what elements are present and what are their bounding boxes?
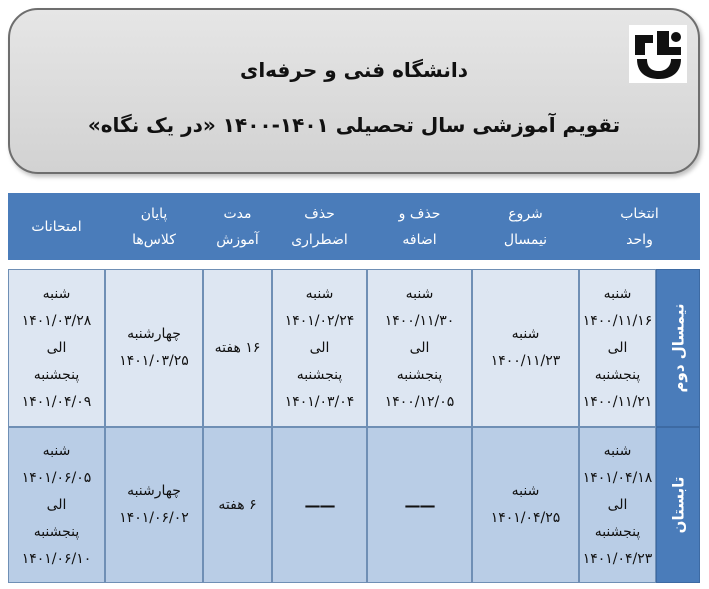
table-cell: شنبه ۱۴۰۱/۰۴/۲۵ [472, 427, 579, 583]
semester-label-summer: تابستان [656, 427, 700, 583]
column-header-add-drop: حذف و اضافه [398, 205, 441, 248]
column-header-emergency-drop: حذف اضطراری [291, 205, 348, 248]
header-panel [8, 8, 700, 174]
table-cell: شنبه ۱۴۰۱/۰۴/۱۸ الی پنجشنبه ۱۴۰۱/۰۴/۲۳ [579, 427, 656, 583]
table-cell: شنبه ۱۴۰۰/۱۱/۳۰ الی پنجشنبه ۱۴۰۰/۱۲/۰۵ [367, 269, 472, 427]
column-header-semester-start: شروع نیمسال [503, 205, 548, 248]
table-cell: شنبه ۱۴۰۰/۱۱/۱۶ الی پنجشنبه ۱۴۰۰/۱۱/۲۱ [579, 269, 656, 427]
table-cell: چهارشنبه ۱۴۰۱/۰۶/۰۲ [105, 427, 203, 583]
table-cell: شنبه ۱۴۰۱/۰۲/۲۴ الی پنجشنبه ۱۴۰۱/۰۳/۰۴ [272, 269, 367, 427]
calendar-table-body [8, 269, 700, 583]
column-header-classes-end: پایان کلاس‌ها [132, 205, 176, 248]
table-cell: ۱۶ هفته [203, 269, 272, 427]
table-cell: چهارشنبه ۱۴۰۱/۰۳/۲۵ [105, 269, 203, 427]
column-header-duration: مدت آموزش [216, 205, 259, 248]
semester-label-second: نیمسال دوم [656, 269, 700, 427]
table-cell: —— [272, 427, 367, 583]
column-header-course-selection: انتخاب واحد [620, 205, 659, 248]
table-cell: شنبه ۱۴۰۱/۰۳/۲۸ الی پنجشنبه ۱۴۰۱/۰۴/۰۹ [8, 269, 105, 427]
column-header-exams: امتحانات [31, 218, 82, 235]
table-cell: شنبه ۱۴۰۱/۰۶/۰۵ الی پنجشنبه ۱۴۰۱/۰۶/۱۰ [8, 427, 105, 583]
calendar-title: تقویم آموزشی سال تحصیلی ۱۴۰۱-۱۴۰۰ «در یک نگاه» [87, 113, 621, 137]
table-cell: ۶ هفته [203, 427, 272, 583]
table-cell: شنبه ۱۴۰۰/۱۱/۲۳ [472, 269, 579, 427]
table-cell: —— [367, 427, 472, 583]
university-logo-icon [629, 25, 687, 83]
university-name: دانشگاه فنی و حرفه‌ای [239, 58, 468, 82]
table-header-row [8, 193, 700, 260]
